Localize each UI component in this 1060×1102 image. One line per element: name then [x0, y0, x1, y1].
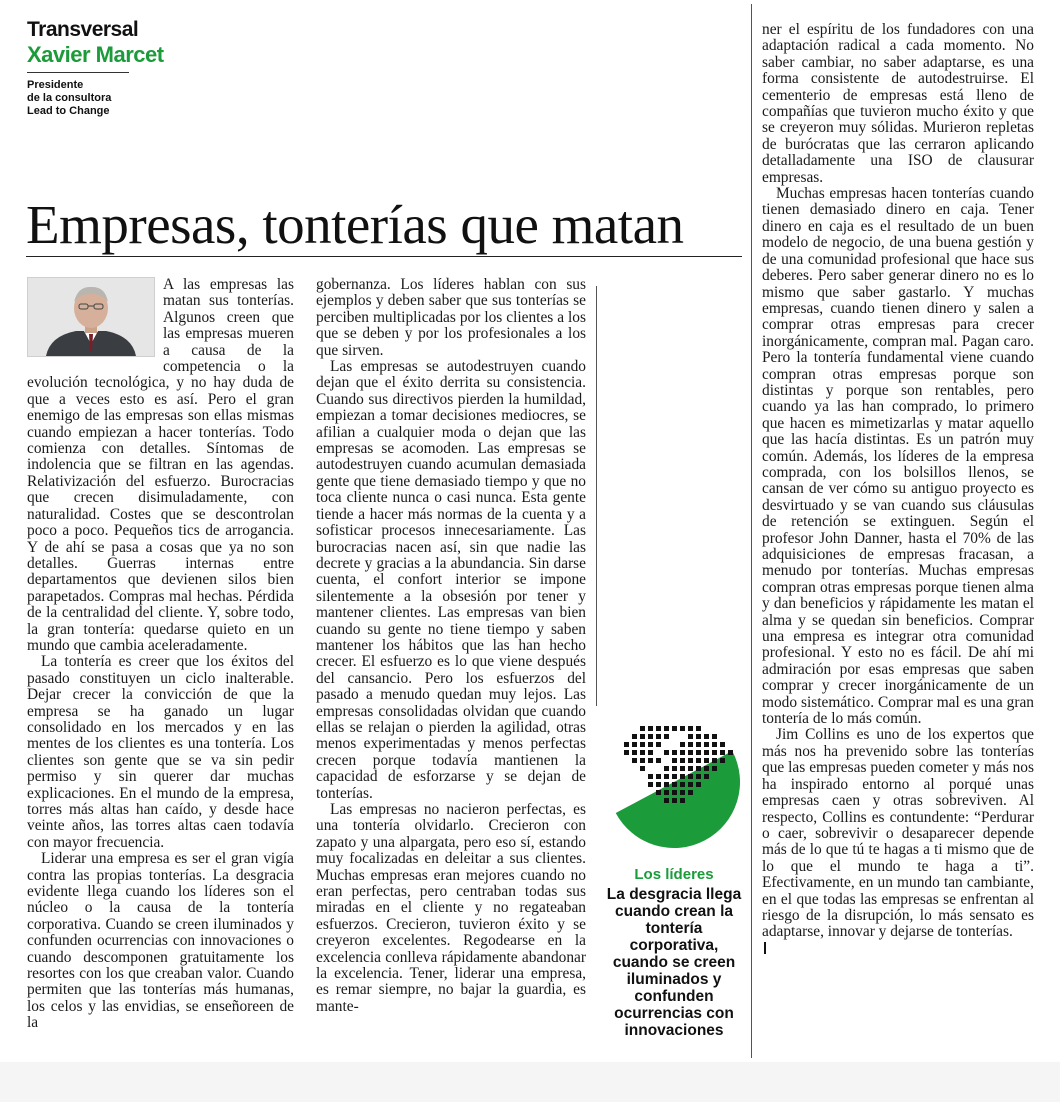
map-dot — [688, 790, 693, 795]
paragraph: Liderar una empresa es ser el gran vigía contra las propias tonterías. La desgracia evidente llega cuando los líderes son el núcleo o la causa de la tontería corporativa. Cuando se creen iluminados y confunden ocurrencias con innovaciones o cuando descomponen gratuitamente los resortes con los que creaban valor. Cuando permiten que las tonterías más humanas, los celos y las envidias, se enseñoreen de la — [27, 850, 294, 1032]
paragraph: La tontería es creer que los éxitos del pasado constituyen un ciclo inalterable. Dejar crecer la convicción de que la empresa se ha ganado un lugar consolidado en los mercados y en las mentes de los clientes es una tontería. Los clientes son gente que se va sin pedir permiso y sin querer dar muchas explicaciones. En el mundo de la empresa, torres más altas han caído, y desde hace veinte años, las torres altas caen todavía con mayor frecuencia. — [27, 653, 294, 851]
bottom-margin — [0, 1062, 1060, 1102]
map-dot — [648, 782, 653, 787]
map-dot — [672, 798, 677, 803]
map-dot — [696, 726, 701, 731]
map-dot — [624, 742, 629, 747]
map-dot — [696, 742, 701, 747]
globe-graphic — [604, 718, 744, 858]
article-column-3 — [762, 22, 1034, 1062]
map-dot — [632, 758, 637, 763]
map-dot — [704, 742, 709, 747]
map-dot — [648, 774, 653, 779]
headline-rule — [26, 256, 742, 257]
map-dot — [704, 734, 709, 739]
map-dot — [704, 774, 709, 779]
map-dot — [680, 766, 685, 771]
map-dot — [696, 774, 701, 779]
map-dot — [664, 750, 669, 755]
map-dot — [656, 734, 661, 739]
map-dot — [664, 726, 669, 731]
paragraph: Las empresas no nacieron perfectas, es una tontería olvidarlo. Crecieron con zapato y una alpargata, pero eso sí, estando muy focalizadas en deleitar a sus clientes. Muchas empresas eran mejores cuando no eran perfectas, pero centraban todas sus miradas en el cliente y no regateaban esfuerzos. Crecieron, tuvieron éxito y se creyeron excelentes. Regodearse en la excelencia conlleva rápidamente abandonar la excelencia. Tener, liderar una empresa, es remar siempre, no bajar la guardia, es mante- — [316, 801, 586, 1015]
author-role-line: de la consultora — [27, 92, 112, 104]
author-divider — [27, 72, 129, 73]
map-dot — [640, 758, 645, 763]
map-dot — [632, 734, 637, 739]
map-dot — [704, 750, 709, 755]
map-dot — [712, 742, 717, 747]
map-dot — [696, 734, 701, 739]
headline: Empresas, tonterías que matan — [26, 194, 684, 255]
paragraph: A las empresas las matan sus tonterías. Algunos creen que las empresas mueren a causa de la competencia o la evolución tecnológica, y no hay duda de que a veces esto es así. Pero el gran enemigo de las empresas son ellas mismas cuando empiezan a hacer tonterías. Todo comienza con detalles. Síntomas de indolencia que se filtran en las agendas. Relativización del esfuerzo. Burocracias que crecen disimuladamente, con naturalidad. Costes que se descontrolan poco a poco. Pequeños tics de arrogancia. Y de ahí se pasa a cosas que ya no son detalles. Guerras internas entre departamentos que devienen silos bien parapetados. Compras mal hechas. Pérdida de la centralidad del cliente. Y, sobre todo, la gran tontería: quedarse quieto en un mundo que cambia aceleradamente. — [27, 277, 294, 654]
map-dot — [696, 782, 701, 787]
map-dot — [656, 726, 661, 731]
map-dot — [688, 766, 693, 771]
map-dot — [664, 774, 669, 779]
author-photo — [27, 277, 155, 357]
map-dot — [696, 758, 701, 763]
map-dot — [672, 790, 677, 795]
map-dot — [680, 782, 685, 787]
author-name: Xavier Marcet — [27, 42, 164, 67]
map-dot — [648, 734, 653, 739]
map-dot — [664, 782, 669, 787]
map-dot — [656, 758, 661, 763]
map-dot — [640, 766, 645, 771]
section-label: Transversal — [27, 18, 139, 41]
map-dot — [712, 758, 717, 763]
paragraph: Muchas empresas hacen tonterías cuando tienen demasiado dinero en caja. Tener dinero en caja es el resultado de un buen modelo de negocio, de una buena gestión y de una comunidad profesional que hace sus deberes. Pero saber generar dinero no es lo mismo que saber gastarlo. Y muchas empresas, cuando tienen dinero y salen a comprar otras empresas para crecer inorgánicamente, compran mal. Pagan caro. Pero la tontería fundamental viene cuando compran otras empresas porque son distintas y porque son rentables, pero cuando ya las han comprado, lo primero que hacen es mimetizarlas y matar aquello que las hacía distintas. Es un patrón muy común. Además, los líderes de la empresa comprada, con los bolsillos llenos, se cansan de ver cómo su antiguo proyecto es desvirtuado y se van cuando sus cláusulas de retención se extinguen. Según el profesor John Danner, hasta el 70% de las adquisiciones de empresas fracasan, a menudo por tonterías. Muchas empresas compran otras empresas porque tienen alma y dan beneficios y rápidamente les matan el alma y se quedan sin beneficios. Comprar una empresa es integrar otra comunidad profesional. Y esto no es fácil. De ahí mi admiración por esas empresas que saben comprar y crecer inorgánicamente de un modo sistemático. Comprar mal es una gran tontería de lo más común. — [762, 185, 1034, 728]
map-dot — [720, 742, 725, 747]
map-dot — [712, 734, 717, 739]
map-dot — [664, 734, 669, 739]
map-dot — [672, 758, 677, 763]
map-dot — [704, 758, 709, 763]
map-dot — [688, 782, 693, 787]
map-dot — [648, 758, 653, 763]
map-dot — [648, 726, 653, 731]
map-dot — [720, 758, 725, 763]
map-dot — [680, 758, 685, 763]
map-dot — [728, 750, 733, 755]
map-dot — [672, 782, 677, 787]
map-dot — [656, 774, 661, 779]
pullquote-text: La desgracia llega cuando crean la tontería corporativa, cuando se creen iluminados y confunden ocurrencias con innovaciones — [606, 886, 742, 1039]
author-role-line: Presidente — [27, 79, 84, 91]
map-dot — [632, 750, 637, 755]
map-dot — [624, 750, 629, 755]
map-dot — [656, 742, 661, 747]
map-dot — [648, 742, 653, 747]
map-dot — [672, 750, 677, 755]
map-dot — [640, 750, 645, 755]
map-dot — [640, 734, 645, 739]
map-dot — [696, 750, 701, 755]
article-column-1 — [27, 277, 294, 1059]
map-dot — [680, 742, 685, 747]
column-divider — [596, 286, 597, 706]
map-dot — [688, 734, 693, 739]
paragraph: Jim Collins es uno de los expertos que más nos ha prevenido sobre las tonterías que las empresas pueden cometer y más nos ha inspirado entorno al porqué unas empresas caen y otras sobreviven. Al respecto, Collins es contundente: “Perdurar o caer, sobrevivir o desaparecer depende más de lo que tú te hagas a ti mismo que de lo que el mundo te haga a ti”. Efectivamente, en un mundo tan cambiante, en el que todas las empresas se enfrentan al riesgo de la disrupción, lo más sensato es adaptarse, innovar y dejarse de tonterías. — [762, 726, 1034, 941]
map-dot — [712, 766, 717, 771]
author-role-line: Lead to Change — [27, 105, 110, 117]
map-dot — [680, 798, 685, 803]
map-dot — [648, 750, 653, 755]
map-dot — [664, 798, 669, 803]
map-dot — [664, 790, 669, 795]
map-dot — [712, 750, 717, 755]
map-dot — [720, 750, 725, 755]
map-dot — [672, 774, 677, 779]
map-dot — [680, 750, 685, 755]
map-dot — [656, 782, 661, 787]
end-mark-icon — [764, 942, 766, 954]
pullquote-kicker: Los líderes — [634, 866, 714, 883]
map-dot — [672, 726, 677, 731]
map-dot — [640, 742, 645, 747]
map-dot — [688, 750, 693, 755]
paragraph: ner el espíritu de los fundadores con una adaptación radical a cada momento. No saber cambiar, no saber adaptarse, es una forma consistente de autodestruirse. El cementerio de empresas está lleno de compañías que tuvieron mucho éxito y que se creyeron muy sólidas. Murieron repletas de burócratas que las cerraron aplicando detalladamente una ISO de clausurar empresas. — [762, 22, 1034, 186]
map-dot — [680, 726, 685, 731]
author-role — [27, 79, 157, 118]
map-dot — [688, 726, 693, 731]
map-dot — [664, 766, 669, 771]
paragraph: Las empresas se autodestruyen cuando dejan que el éxito derrita su consistencia. Cuando sus directivos pierden la humildad, empiezan a tomar decisiones mediocres, se afilian a cualquier moda o dejan que las empresas se acomoden. Las empresas se autodestruyen cuando acumulan demasiada gente que tiene demasiado tiempo y que no toca cliente nunca o casi nunca. Esta gente tiende a hacer más normas de la cuenta y a sofisticar procesos innecesariamente. Las burocracias nacen así, sin que nadie las decrete y gracias a la abundancia. Sin darse cuenta, el confort interior se impone silentemente a la obsesión por tener y mantener clientes. Las empresas van bien cuando su gente no tiene tiempo y saben mantener los hábitos que las han hecho crecer. El esfuerzo es lo que viene después del cansancio. Pero los esfuerzos del pasado a menudo quedan muy lejos. Las empresas consolidadas olvidan que cuando ellas se relajan o pierden la agilidad, otras menos experimentadas y menos perfectas crecen porque todavía mantienen la capacidad de esforzarse y se dejan de tonterías. — [316, 358, 586, 802]
map-dot — [696, 766, 701, 771]
map-dot — [688, 774, 693, 779]
map-dot — [704, 766, 709, 771]
paragraph: gobernanza. Los líderes hablan con sus ejemplos y deben saber que sus tonterías se perciben multiplicadas por los clientes a los que se deben y por los profesionales a los que sirven. — [316, 277, 586, 359]
column-divider — [751, 4, 752, 1058]
map-dot — [640, 726, 645, 731]
map-dot — [680, 790, 685, 795]
map-dot — [688, 758, 693, 763]
map-dot — [680, 774, 685, 779]
map-dot — [688, 742, 693, 747]
article-column-2 — [316, 277, 586, 1059]
map-dot — [656, 790, 661, 795]
map-dot — [672, 766, 677, 771]
map-dot — [632, 742, 637, 747]
